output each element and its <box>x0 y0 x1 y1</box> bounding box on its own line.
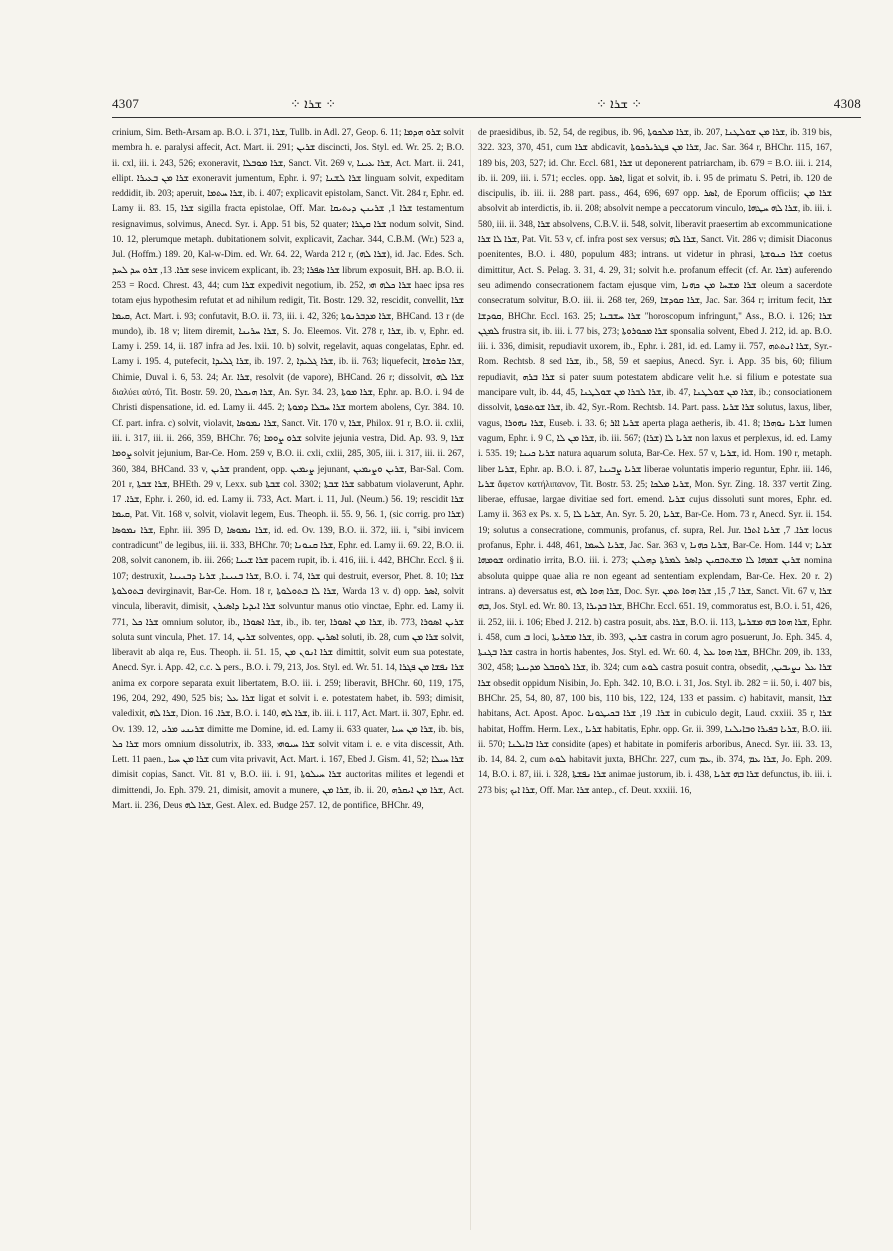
page-number-left: 4307 <box>112 96 140 111</box>
column-right <box>478 126 832 1238</box>
entry-text-right: de praesidibus, ib. 52, 54, de regibus, ib. 96, ܫܪܐ ܡܠܟܘܬܐ, ib. 207, ܫܪܐ ܡܢ ܫܘܠܛܢܐ, ib. 319 bis, 322. 323, 370, 451, cum ܫܪܐ abdicavit, ܫܪܐ ܡܢ ܦܛܪܝܪܟܘܬܐ, Jac. Sar. 364 r, BHChr. 115, 167, 189 bis, 203, 527; id. Chr. Eccl. 681, ܫܪܐ ut deponerent patriarcham, ib. 679 = B.O. iii. i. 214, ib. ii. 209, iii. i. 571; eccles. opp. ܐܣܪ, ligat et solvit, ib. i. 95 de primatu S. Petri, ib. 120 de discipulis, ib. iii. ii. 288 part. pass., 464, 696, 697 opp. ܐܣܪ, de Eporum officiis; ܫܪܐ ܡܢ absolvit ab interdictis, ib. ii. 208; absolvit nempe a peccatorum vinculo, ܫܪܐ ܠܗ ܚܛܗܐ, ib. iii. i. 580, iii. ii. 348, ܫܪܐ absolvens, C.B.V. ii. 548, solvit, liberavit praesertim ab excommunicatione ܫܪܐ ܠܐ ܫܪܐ, Pat. Vit. 53 v, cf. infra post sex versus; ܫܪܐ ܠܗ, Sanct. Vit. 286 v; dimisit Diaconus poenitentes, B.O. i. 480, populum 483; intrans. ut videtur in phrasi, ܫܪܐ ܟܢܘܫܬܐ coetus dimittitur, Act. S. Pelag. 3. 31, 4. 29, 31; solvit h.e. profanum effecit (cf. Ar. ܫܪܐ) auferendo seu adimendo consecrationem factam ejusque vim, ܫܪܐ ܡܫܚܐ ܡܢ ܟܗܢܐ oleum a sacerdote consecratum solvitur, B.O. iii. ii. 268 ter, 269, ܫܪܐ ܩܘܕܫܐ, Jac. Sar. 364 r; irritum fecit, ܫܪܐ ܩܘܕܫܐ, BHChr. Eccl. 163. 25; ܫܪܐ ܚܫܒܢܐ "horoscopum infringunt," Ass., B.O. i. 126; ܫܪܐ ܠܡܓܢ frustra sit, ib. iii. i. 77 bis, 273; ܫܪܐ ܡܟܘܪܘܬܐ sponsalia solvent, Ebed J. 212, id. ap. B.O. iii. i. 336, dimisit, repudiavit uxorem, ib., Ephr. i. 281, id. ed. Lamy ii. 757, ܫܪܐ ܐܢܬܬܗ, Syr.-Rom. Rechtsb. 8 sed ܫܪܐ, ib., 58, 59 et saepius, Anecd. Syr. i. App. 35 bis, 60; filium repudiavit, ܫܪܐ ܒܪܗ si pater suum potestatem abdicare velit h.e. si filium e potestate sua mancipare vult, ib. 44, 45, ܫܪܐ ܠܒܪܐ ܡܢ ܫܘܠܛܢܐ, ib. 47, ܫܪܐ ܡܢ ܫܘܠܛܢܐ, ib.; consociationem dissolvit, ܫܪܐ ܫܘܬܦܘܬܐ, ib. 42, Syr.-Rom. Rechtsb. 14. Part. pass. ܫܪܐ ܫܪܝܐ solutus, laxus, liber, vagus, ܫܪܐ ܢܗܘܪܐ, Euseb. i. 33. 6; ܫܪܝܐ ܐܐܪ aperta plaga aetheris, ib. 41. 8; ܫܪܝܐ ܢܘܗܪܐ lumen vagum, Ephr. i. 9 C, ܫܪܐ ܡܢ ܠܐ, ib. iii. 567; ܫܪܝܐ ܠܐ (ܫܪܐ) non laxus et perplexus, id. ed. Lamy i. 535. 19; ܫܪܝܐ ܟܝܢܐ natura aquarum soluta, Bar-Ce. Hex. 57 v, ܫܪܝܐ, id. Hom. 190 r, metaph. liber ܫܪܝܐ, Ephr. ap. B.O. i. 87, ܫܪܝܐ ܨܒܝܢܐ liberae voluntatis imperio reguntur, Ephr. iii. 146, ܫܪܝܐ ἄφετον κατήλιπανον, Tit. Bostr. 53. 25; ܫܪܝܐ ܡܠܟܐ, Mon. Syr. Zing. 18. 337 vertit Zing. liberae, effusae, largae divitiae sed fort. emend. ܫܪܝܐ cujus dissoluti sunt mores, Ephr. ed. Lamy ii. 363 ex Ps. x. 5, ܫܪܝܐ ܠܐ, An. Syr. 5. 20, ܫܪܝܐ, Bar-Ce. Hom. 73 r, Anecd. Syr. ii. 154. 19; solutus a consecratione, communis, profanus, cf. supra, Rel. Jur. ܫܪܐ. 7, ܫܪܝܐ ܐܬܪܐ locus profanus, Ephr. i. 448, 461, ܫܪܝܐ ܠܚܡܐ, Jac. Sar. 363 v, ܫܪܝܐ ܟܗܢܐ, Bar-Ce. Hom. 144 v; ܫܪܝܐ ܫܘܡܗܐ ordinatio irrita, B.O. iii. i. 273; ܫܪܝܢ ܫܡܗܐ ܠܐ ܡܫܬܒܩܝܢ ܕܐܣܪ ܠܡܪܬܐ ܕܗܠܝܢ nomina absoluta quippe quae alia re non egeant ad sententiam explendam, Bar-Ce. Hex. 20 r. 2) intrans. a) deversatus est, ܫܪܐ ܗܘܐ ܠܗ, Doc. Syr. ܫܪܐ 7, 15, ܫܪܐ ܗܘܐ ܬܡܢ, Sanct. Vit. 67 v, ܫܪܐ ܒܗ, Jos. Styl. ed. Wr. 80. 13, ܫܪܐ ܒܕܝܪܐ, BHChr. Eccl. 651. 19, commoratus est, B.O. i. 51, 426, ii. 252, iii. i. 106; Ebed J. 212. b) castra posuit, abs. ܫܪܐ, B.O. ii. 113, ܫܪܐ ܗܘܐ ܒܗ ܡܫܪܝܬܐ, Ephr. i. 458, cum ܒ loci, ܫܪܐ ܡܫܪܝܬܐ, ib. 393, ܫܪܝܢ castra in corum agro posuerunt, Jo. Eph. 345. 4, ܫܪܐ ܒܓܢܬܐ castra in hortis habentes, Jos. Styl. ed. Wr. 60. 4, ܫܪܐ ܗܘܐ ܥܠ, BHChr. 209, ib. 133, 302, 458; ܫܪܐ ܠܘܩܒܠ ܡܕܝܢܬܐ, ib. 324; cum ܠܘܬ castra posuit contra, obsedit, ܫܪܐ ܥܠ ܢܨܝܒܝܢ, ܫܪܐ obsedit oppidum Nisibin, Jo. Eph. 342. 10, B.O. i. 31, Jos. Styl. ib. 282 = ii. 50, i. 407 bis, BHChr. 25, 54, 80, 87, 100 bis, 110 bis, 122, 124, 133 et passim. c) habitavit, mansit, ܫܪܐ habitans, Act. Apost. Apoc. ܫܪܐ. 19, ܫܪܐ ܒܟܝܛܘܢܐ in cubiculo degit, Laud. cxxiii. 35 r, ܫܪܐ habitat, Hoffm. Herm. Lex., ܫܪܝܐ habitatis, Ephr. opp. Gr. ii. 399, ܫܪܝܐ ܒܦܝܪܐ ܘܒܐܝܠܢܐ, B.O. iii. ii. 570; ܫܪܐ ܒܐܝܠܢܐ considite (apes) et habitate in pomiferis arboribus, Anecd. Syr. iii. 33. 13, ib. 14, 84. 2, cum ܠܘܬ habitavit juxta, BHChr. 227, cum ܥܡ, ib. 374, ܫܪܐ ܥܡ, Jo. Eph. 209. 14, B.O. i. 87, iii. i. 328, ܫܪܐ ܢܦܫܬܐ animae justorum, ib. i. 438, ܫܪܐ ܒܗ ܫܪܝܐ defunctus, ib. iii. i. 273 bis; ܫܪܐ ܐܝܟ, Off. Mar. ܫܪܐ antep., cf. Deut. xxxiii. 16, <box>478 128 832 796</box>
running-header <box>112 96 861 116</box>
header-rule <box>112 117 861 118</box>
column-left <box>112 126 464 1238</box>
headword-left: ⁘ ܫܪܐ ⁘ <box>290 96 337 111</box>
headword-right: ⁘ ܫܪܐ ⁘ <box>596 96 643 111</box>
column-divider <box>470 130 471 1230</box>
page-number-right: 4308 <box>833 96 861 111</box>
entry-text-left: crinium, Sim. Beth-Arsam ap. B.O. i. 371, ܫܪܐ, Tullb. in Adl. 27, Geop. 6. 11; ܫܪܘ ܗܕܡܐ solvit membra h. e. paralysi affecit, Act. Mart. ii. 291; ܫܪܝܢ discincti, Jos. Styl. ed. Wr. 25. 2; B.O. ii. cxl, iii. i. 243, 526; exoneravit, ܫܪܐ ܡܘܒܠܐ, Sanct. Vit. 269 v, ܫܪܐ ܥܝܢܐ, Act. Mart. ii. 241, ellipt. ܫܪܐ ܡܢ ܒܥܝܪܐ exoneravit jumentum, Ephr. i. 97; ܫܪܐ ܠܫܢܐ linguam solvit, expeditam reddidit, ib. 203; aperuit, ܫܪܐ ܚܬܡܐ, ib. i. 407; explicavit epistolam, Sanct. Vit. 284 r, Ephr. ed. Lamy ii. 83. 15, ܫܪܐ sigilla fracta epistolae, Off. Mar. ܫܪܐ 1, ܫܪܝܢܢ ܕܝܬܝܩܐ testamentum resignavimus, solvimus, Anecd. Syr. i. App. 51 bis, 52 quater; ܫܪܐ ܩܛܪܐ nodum solvit, Sind. 10. 12, plerumque metaph. dubitationem solvit, explicavit, Zachar. 344, C.B.M. (Wr.) 523 a, Jul. (Hoffm.) 189. 20, Kal-w-Dim. ed. Wr. 64. 22, Warda 212 r, (ܫܪܐ ܠܗ), id. Jac. Edes. Sch. ܫܪܐ. 13, ܫܪܘ ܚܕ ܠܚܕ sese invicem explicant, ib. 23; ܫܪܐ ܣܦܪܐ librum exposuit, BH. ap. B.O. ii. 253 = Rocd. Chrest. 43, 44; cum ܫܪܐ expedivit negotium, ib. 252, ܫܪܐ ܟܠܗ ܗܝ haec ipsa res totam ejus hypothesim refutat et ad nihilum redigit, Tit. Bostr. 129. 32, rescidit, convellit, ܫܪܐ ܩܝܡܐ, Act. Mart. i. 93; confutavit, B.O. ii. 73, iii. i. 42, 326; ܫܪܐ ܡܕܒܪܢܘܬܐ, BHCand. 13 r (de mundo), ib. 18 v; litem diremit, ܫܪܐ ܚܪܝܢܐ, S. Jo. Eleemos. Vit. 278 r, ܫܪܐ, ib. v, Ephr. ed. Lamy i. 259. 14, ii. 187 infra ad Jes. lxii. 10. b) solvit, regelavit, aquas congelatas, Ephr. ed. Lamy i. 195. 4, putefecit, ܫܪܐ ܓܠܝܕܐ, ib. 197. 2, ܫܪܐ ܓܠܝܕܐ, ib. ii. 763; liquefecit, ܫܪܐ ܩܪܘܫܐ, Chimie, Duval i. 6, 53. 24; Ar. ܫܪܐ, resolvit (de vapore), BHCand. 26 r; dissolvit, ܫܪܐ ܠܗ διαλύει αὐτό, Tit. Bostr. 59. 20, ܫܪܐ ܗܝܟܠܐ, An. Syr. 34. 23, ܫܪܐ ܡܘܬܐ, Ephr. ap. B.O. i. 94 de Christi dispensatione, id. ed. Lamy ii. 445. 2; ܫܪܐ ܚܒܠܐ ܕܡܘܬܐ mortem abolens, Cyr. 384. 10. Cf. part. infra. c) solvit, violavit, ܫܪܐ ܢܡܘܣܐ, Sanct. Vit. 170 v, ܫܪܐ, Philox. 91 r, B.O. ii. cxlii, iii. i. 317, iii. ii. 266, 359, BHChr. 76; ܫܪܘ ܨܘܡܐ solvite jejunia vestra, Did. Ap. 93. 9, ܫܪܐ ܨܘܡܐ solvit jejunium, Bar-Ce. Hom. 259 v, B.O. ii. cxli, cxlii, 285, 305, iii. i. 317, iii. ii. 267, 360, 384, BHCand. 33 v, ܫܪܝܢ prandent, opp. ܨܝܡܝܢ jejunant, ܫܪܝܢ ܘܨܝܡܝܢ, Bar-Sal. Com. 201 r, ܫܪܐ ܫܒܬܐ, BHEth. 29 v, Lexx. sub ܫܒܬܐ col. 3302; ܫܪܐ ܫܒܬܐ sabbatum violaverunt, Aphr. ܫܪܐ. 17, Ephr. i. 260, id. ed. Lamy ii. 733, Act. Mart. i. 11, Jul. (Neum.) 56. 19; rescidit ܫܪܐ ܩܝܡܐ, Pat. Vit. 168 v, solvit, violavit legem, Eus. Theoph. ii. 55. 9, 56. 1, (sic corrig. pro ܫܪܐ) ܫܪܐ ܢܡܘܣܐ, Ephr. iii. 395 D, ܫܪܐ ܢܡܘܣܐ, id. ed. Ov. 139, B.O. ii. 372, iii. i, "sibi invicem contradicunt" de legibus, iii. ii. 333, BHChr. 70; ܫܪܐ ܩܢܘܢܐ, Ephr. ed. Lamy ii. 69. 22, B.O. ii. 208, solvit canonem, ib. iii. 266; ܫܪܐ ܫܝܢܐ pacem rupit, ib. i. 416, iii. i. 442, BHChr. Eccl. § ii. 107; destruxit, ܫܪܐ ܒܢܝܢܐ, ܫܪܝܐ ܕܒܢܝܢܐ, B.O. i. 74, ܫܪܐ qui destruit, eversor, Phet. 8. 10; ܫܪܐ ܒܬܘܠܘܬܐ devirginavit, Bar-Ce. Hom. 18 r, ܫܪܐ ܠܐ ܒܬܘܠܘܬܐ, Warda 13 v. d) opp. ܐܣܪ, solvit vincula, liberavit, dimisit, ܫܪܐ ܐܝܕܝܐ ܕܐܣܝܪܢ solvuntur manus otio vinctae, Ephr. ed. Lamy ii. 771, ܫܪܐ ܟܠ omnium solutor, ib., ܫܪܐ ܐܣܘܪܐ, ib., ib. ter, ܫܪܐ ܡܢ ܐܣܘܪܐ, ib. 773, ܫܪܝܢ ܐܣܘܪܐ soluta sunt vincula, Phet. 17. 14, ܫܪܝܢ solventes, opp. ܐܣܪܝܢ soluti, ib. 28, cum ܫܪܐ ܡܢ solvit, liberavit ab alqa re, Eus. Theoph. ii. 51. 15, ܫܪܐ ܐܢܘܢ ܡܢ dimittit, solvit eum sua potestate, Anecd. Syr. i. App. 42, c.c. ܠ pers., B.O. i. 79, 213, Jos. Styl. ed. Wr. 51. 14, ܫܪܐ ܢܦܫܐ ܡܢ ܦܓܪܐ anima ex corpore separata exuit libertatem, B.O. iii. i. 259; liberavit, BHChr. 60, 119, 175, 196, 204, 292, 490, 525 bis; ܫܪܐ ܥܠ ligat et solvit i. e. potestatem habet, ib. 593; dimisit, valedixit, ܫܪܐ ܠܗ, Dion. ܫܪܐ. 16, B.O. i. 140, ܫܪܐ ܠܗ, ib. iii. i. 117, Act. Mart. ii. 307, Ephr. ed. Ov. 139. 12, ܫܪܝܢܝ ܡܪܝ dimitte me Domine, id. ed. Lamy ii. 633 quater, ܫܪܐ ܡܢ ܚܝܐ, ib. bis, ܫܪܐ ܟܠ mors omnium dissolutrix, ib. 333, ܫܪܐ ܚܝܘܗܝ solvit vitam i. e. e vita discessit, Ath. Lett. 11 paen., ܫܪܐ ܡܢ ܚܝܐ cum vita privavit, Act. Mart. i. 167, Ebed J. Gism. 41, 52; ܫܪܐ ܚܝܠܐ dimisit copias, Sanct. Vit. 81 v, B.O. iii. i. 91, ܫܪܐ ܚܝܠܘܬܐ auctoritas milites et legendi et dimittendi, Jo. Eph. 379. 21, dimisit, amovit a munere, ܫܪܐ ܡܢ, ib. ii. 20, ܫܪܐ ܡܢ ܐܝܩܪܗ, Act. Mart. ii. 236, Deus ܫܪܐ ܠܗ, Gest. Alex. ed. Budge 257. 12, de pontifice, BHChr. 49, <box>112 128 464 812</box>
